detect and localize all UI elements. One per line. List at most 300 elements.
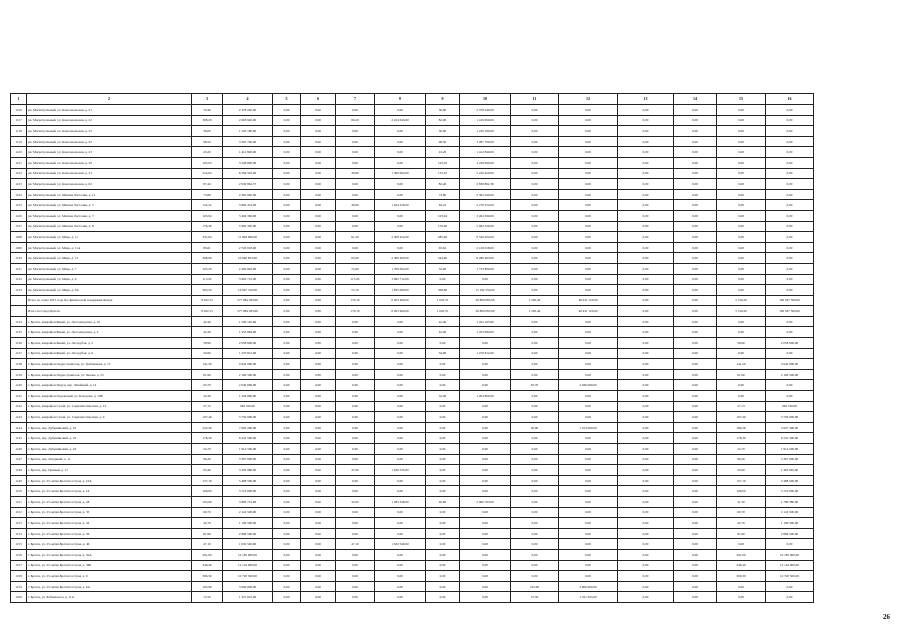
- value-cell: 0,00: [460, 454, 511, 465]
- value-cell: 0,00: [618, 179, 674, 190]
- value-cell: 0,00: [766, 232, 814, 243]
- value-cell: 0,00: [511, 147, 559, 158]
- value-cell: 0,00: [674, 295, 717, 306]
- value-cell: 0,00: [511, 221, 559, 232]
- value-cell: 0,00: [426, 359, 460, 370]
- table-row: [11, 274, 814, 285]
- value-cell: 5 498 500,00: [223, 475, 273, 486]
- value-cell: 170,10: [336, 306, 375, 317]
- value-cell: 0,00: [460, 539, 511, 550]
- value-cell: 12 124 000,00: [766, 560, 814, 571]
- value-cell: 36,00: [426, 105, 460, 116]
- row-number-cell: 1154: [11, 528, 27, 539]
- value-cell: 0,00: [559, 444, 618, 455]
- value-cell: 0,00: [618, 327, 674, 338]
- value-cell: 0,00: [674, 507, 717, 518]
- value-cell: 0,00: [717, 285, 766, 296]
- value-cell: 0,00: [559, 549, 618, 560]
- value-cell: 1 632 540,00: [375, 539, 426, 550]
- value-cell: 0,00: [273, 592, 301, 603]
- value-cell: 0,00: [301, 465, 336, 476]
- value-cell: 0,00: [460, 560, 511, 571]
- value-cell: 0,00: [674, 369, 717, 380]
- value-cell: 0,00: [766, 348, 814, 359]
- row-number-cell: 1119: [11, 136, 27, 147]
- table-row: [11, 115, 814, 126]
- value-cell: 0,00: [460, 401, 511, 412]
- value-cell: 5 962 320,00: [460, 221, 511, 232]
- value-cell: 0,00: [766, 391, 814, 402]
- address-cell: рп. Магистральный, ул. Комсомольская, д. 22: [27, 115, 192, 126]
- value-cell: 0,00: [618, 232, 674, 243]
- value-cell: 60,70: [717, 507, 766, 518]
- address-cell: г. Братск, ул. Бабаевского, д. 11А: [27, 592, 192, 603]
- value-cell: 0,00: [336, 560, 375, 571]
- table-row: [11, 285, 814, 296]
- row-number-cell: 1127: [11, 221, 27, 232]
- table-row: [11, 126, 814, 137]
- value-cell: 0,00: [674, 210, 717, 221]
- table-row: [11, 369, 814, 380]
- table-row: [11, 200, 814, 211]
- value-cell: 0,00: [618, 486, 674, 497]
- value-cell: 0,00: [336, 157, 375, 168]
- value-cell: 0,00: [273, 581, 301, 592]
- value-cell: 0,00: [460, 412, 511, 423]
- value-cell: 2 866 500,00: [223, 528, 273, 539]
- value-cell: 0,00: [559, 126, 618, 137]
- value-cell: 6 203 460,00: [375, 295, 426, 306]
- row-number-cell: 1143: [11, 412, 27, 423]
- value-cell: 0,00: [301, 401, 336, 412]
- table-row: [11, 232, 814, 243]
- value-cell: 0,00: [559, 105, 618, 116]
- value-cell: 0,00: [766, 168, 814, 179]
- value-cell: 0,00: [766, 221, 814, 232]
- value-cell: 0,00: [674, 486, 717, 497]
- column-header: 5: [273, 94, 301, 105]
- row-number-cell: 1126: [11, 105, 27, 116]
- table-row: [11, 454, 814, 465]
- value-cell: 0,00: [618, 316, 674, 327]
- value-cell: 0,00: [336, 359, 375, 370]
- value-cell: 0,00: [336, 136, 375, 147]
- value-cell: 0,00: [618, 274, 674, 285]
- value-cell: 0,00: [618, 401, 674, 412]
- table-row: [11, 295, 814, 306]
- value-cell: 170,10: [336, 295, 375, 306]
- row-number-cell: 1133: [11, 285, 27, 296]
- value-cell: 1 835 060,00: [375, 285, 426, 296]
- value-cell: 0,00: [717, 221, 766, 232]
- row-number-cell: 1121: [11, 157, 27, 168]
- value-cell: 0,00: [273, 412, 301, 423]
- table-row: [11, 338, 814, 349]
- row-number-cell: 1138: [11, 359, 27, 370]
- value-cell: 0,00: [559, 401, 618, 412]
- table-row: [11, 147, 814, 158]
- value-cell: 0,00: [273, 221, 301, 232]
- value-cell: 0,00: [559, 486, 618, 497]
- value-cell: 115,20: [336, 274, 375, 285]
- value-cell: 42,70: [192, 518, 223, 529]
- value-cell: 15 182 250,00: [460, 285, 511, 296]
- address-cell: г. Братск, жилрайон Гидростроитель, ул. Гребешкова, д. 15: [27, 359, 192, 370]
- value-cell: 0,00: [559, 136, 618, 147]
- table-row: [11, 210, 814, 221]
- value-cell: 0,00: [273, 338, 301, 349]
- value-cell: 0,00: [511, 348, 559, 359]
- value-cell: 0,00: [559, 465, 618, 476]
- value-cell: 3 710 000,00: [223, 486, 273, 497]
- value-cell: 1 500 165,60: [223, 316, 273, 327]
- table-row: [11, 581, 814, 592]
- value-cell: 0,00: [674, 316, 717, 327]
- value-cell: 0,00: [674, 518, 717, 529]
- value-cell: 0,00: [273, 274, 301, 285]
- value-cell: 0,00: [618, 422, 674, 433]
- row-number-cell: 1156: [11, 549, 27, 560]
- value-cell: 96,20: [717, 454, 766, 465]
- address-cell: рп. Магистральный, ул. Комсомольская, д. 23: [27, 168, 192, 179]
- value-cell: 10 185 000,00: [766, 549, 814, 560]
- value-cell: 0,00: [674, 539, 717, 550]
- value-cell: 0,00: [511, 338, 559, 349]
- row-number-cell: 1136: [11, 338, 27, 349]
- address-cell: г. Братск, ул. 25-летия Братскгэсстроя, д. 6А: [27, 581, 192, 592]
- value-cell: 0,00: [375, 221, 426, 232]
- value-cell: 10 720 500,00: [223, 571, 273, 582]
- value-cell: 73,80: [426, 189, 460, 200]
- value-cell: 105,20: [192, 263, 223, 274]
- value-cell: 0,00: [674, 465, 717, 476]
- value-cell: 1 789 380,00: [766, 496, 814, 507]
- value-cell: 0,00: [618, 369, 674, 380]
- value-cell: 222,40: [192, 422, 223, 433]
- value-cell: 0,00: [717, 391, 766, 402]
- value-cell: 0,00: [301, 274, 336, 285]
- value-cell: 186,28: [717, 422, 766, 433]
- table-row: [11, 560, 814, 571]
- column-header: 7: [336, 94, 375, 105]
- value-cell: 2 308 452,00: [375, 232, 426, 243]
- value-cell: 0,00: [336, 518, 375, 529]
- value-cell: 0,00: [618, 295, 674, 306]
- value-cell: 0,00: [618, 285, 674, 296]
- value-cell: 0,00: [766, 274, 814, 285]
- value-cell: 0,00: [717, 115, 766, 126]
- address-cell: г. Братск, жилрайон Порожский, ул. Кочурова, д. 14В: [27, 391, 192, 402]
- value-cell: 45,00: [717, 465, 766, 476]
- table-row: [11, 433, 814, 444]
- value-cell: 0,00: [301, 189, 336, 200]
- row-number-cell: 1160: [11, 592, 27, 603]
- value-cell: 0,00: [426, 486, 460, 497]
- housing-resettlement-table: [10, 93, 814, 603]
- value-cell: 0,00: [375, 475, 426, 486]
- value-cell: 0,00: [511, 263, 559, 274]
- value-cell: 0,00: [460, 274, 511, 285]
- value-cell: 1 723 800,00: [460, 263, 511, 274]
- value-cell: 0,00: [511, 105, 559, 116]
- value-cell: 0,00: [273, 391, 301, 402]
- address-cell: рп. Магистральный, ул. Комсомольская, д. 62: [27, 179, 192, 190]
- value-cell: 0,00: [717, 380, 766, 391]
- value-cell: 1 412 840,00: [223, 147, 273, 158]
- value-cell: 7 663 200,00: [223, 422, 273, 433]
- value-cell: 0,00: [511, 465, 559, 476]
- column-header: 14: [674, 94, 717, 105]
- value-cell: 0,00: [618, 210, 674, 221]
- table-row: [11, 179, 814, 190]
- value-cell: 563,50: [192, 285, 223, 296]
- value-cell: 0,00: [511, 560, 559, 571]
- value-cell: 0,00: [460, 486, 511, 497]
- value-cell: 0,00: [273, 232, 301, 243]
- value-cell: 0,00: [426, 444, 460, 455]
- value-cell: 0,00: [375, 391, 426, 402]
- value-cell: 0,00: [301, 571, 336, 582]
- value-cell: 949 550,00: [223, 401, 273, 412]
- row-number-cell: [11, 306, 27, 317]
- value-cell: 0,00: [375, 422, 426, 433]
- value-cell: 0,00: [273, 348, 301, 359]
- address-cell: г. Братск, ул. 25-летия Братскгэсстроя, д. 56Б: [27, 560, 192, 571]
- value-cell: 0,00: [273, 549, 301, 560]
- value-cell: 0,00: [375, 571, 426, 582]
- value-cell: 0,00: [511, 232, 559, 243]
- value-cell: 0,00: [618, 136, 674, 147]
- address-cell: рп. Магистральный, ул. Комсомольская, д. 23: [27, 147, 192, 158]
- value-cell: 32,40: [192, 391, 223, 402]
- value-cell: 0,00: [336, 126, 375, 137]
- value-cell: 106,00: [717, 486, 766, 497]
- address-cell: Итого по Город Братск: [27, 306, 192, 317]
- value-cell: 43,20: [426, 147, 460, 158]
- value-cell: 3 367 000,00: [766, 454, 814, 465]
- value-cell: 0,00: [301, 412, 336, 423]
- value-cell: 0,00: [336, 179, 375, 190]
- address-cell: рп. Магистральный, ул. Комсомольская, д. 21: [27, 105, 192, 116]
- table-row: [11, 136, 814, 147]
- value-cell: 0,00: [766, 242, 814, 253]
- value-cell: 64,22: [426, 200, 460, 211]
- value-cell: 0,00: [511, 518, 559, 529]
- value-cell: 48 431 120,00: [559, 306, 618, 317]
- value-cell: 0,00: [618, 560, 674, 571]
- value-cell: 2 058 600,00: [223, 338, 273, 349]
- value-cell: 3 710 000,00: [766, 486, 814, 497]
- value-cell: 176,40: [192, 221, 223, 232]
- value-cell: 0,00: [301, 327, 336, 338]
- value-cell: 98,50: [426, 136, 460, 147]
- header-row: [11, 94, 814, 105]
- table-row: [11, 549, 814, 560]
- value-cell: 93,40: [192, 465, 223, 476]
- table-row: [11, 475, 814, 486]
- value-cell: 0,00: [674, 168, 717, 179]
- value-cell: 0,00: [511, 274, 559, 285]
- value-cell: 107,40: [192, 412, 223, 423]
- value-cell: 0,00: [674, 126, 717, 137]
- value-cell: 0,00: [301, 359, 336, 370]
- value-cell: 65,00: [336, 253, 375, 264]
- value-cell: 2 040 060,00: [223, 380, 273, 391]
- value-cell: 0,00: [273, 560, 301, 571]
- value-cell: 0,00: [375, 507, 426, 518]
- value-cell: 0,00: [618, 242, 674, 253]
- value-cell: 5 316,20: [717, 306, 766, 317]
- value-cell: 291,00: [717, 549, 766, 560]
- value-cell: 0,00: [511, 242, 559, 253]
- value-cell: 0,00: [766, 179, 814, 190]
- value-cell: 0,00: [460, 369, 511, 380]
- value-cell: 0,00: [618, 359, 674, 370]
- row-number-cell: 1123: [11, 179, 27, 190]
- row-number-cell: 1120: [11, 147, 27, 158]
- value-cell: 0,00: [460, 592, 511, 603]
- column-header: 15: [717, 94, 766, 105]
- value-cell: 0,00: [674, 571, 717, 582]
- value-cell: 308,20: [192, 115, 223, 126]
- value-cell: 6 203 460,00: [375, 306, 426, 317]
- value-cell: 0,00: [559, 560, 618, 571]
- value-cell: 0,00: [674, 253, 717, 264]
- row-number-cell: 1153: [11, 518, 27, 529]
- value-cell: 3 962 712,00: [223, 274, 273, 285]
- value-cell: 0,00: [336, 444, 375, 455]
- address-cell: г. Братск, жилрайон Бикей, ул. Лесорубов, д. 5: [27, 338, 192, 349]
- document-page: [10, 93, 814, 603]
- value-cell: 0,00: [618, 581, 674, 592]
- value-cell: 0,00: [375, 528, 426, 539]
- value-cell: 0,00: [336, 316, 375, 327]
- value-cell: 0,00: [301, 253, 336, 264]
- value-cell: 0,00: [273, 380, 301, 391]
- value-cell: 0,00: [674, 274, 717, 285]
- value-cell: 0,00: [273, 518, 301, 529]
- value-cell: 0,00: [301, 486, 336, 497]
- value-cell: 0,00: [273, 539, 301, 550]
- value-cell: 0,00: [273, 327, 301, 338]
- value-cell: 83,61: [192, 242, 223, 253]
- value-cell: 0,00: [618, 115, 674, 126]
- value-cell: 66,20: [336, 115, 375, 126]
- address-cell: г. Братск, ул. 25-летия Братскгэсстроя, д. 32: [27, 518, 192, 529]
- value-cell: 4 942 000,00: [223, 359, 273, 370]
- value-cell: 0,00: [273, 486, 301, 497]
- value-cell: 54,70: [717, 444, 766, 455]
- value-cell: 0,00: [717, 210, 766, 221]
- value-cell: 0,00: [460, 444, 511, 455]
- table-row: [11, 189, 814, 200]
- value-cell: 1 199 500,00: [766, 518, 814, 529]
- value-cell: 0,00: [674, 528, 717, 539]
- value-cell: 0,00: [618, 475, 674, 486]
- value-cell: 47,90: [336, 465, 375, 476]
- value-cell: 0,00: [618, 444, 674, 455]
- value-cell: 0,00: [273, 496, 301, 507]
- value-cell: 0,00: [559, 168, 618, 179]
- address-cell: рп. Магистральный, ул. Мира, д. 7: [27, 263, 192, 274]
- value-cell: 0,00: [375, 136, 426, 147]
- value-cell: 0,00: [460, 581, 511, 592]
- value-cell: 0,00: [375, 359, 426, 370]
- value-cell: 0,00: [511, 391, 559, 402]
- table-row: [11, 401, 814, 412]
- column-header: 2: [27, 94, 192, 105]
- value-cell: 0,00: [301, 518, 336, 529]
- value-cell: 0,00: [426, 581, 460, 592]
- value-cell: 1 204 860,00: [460, 391, 511, 402]
- table-row: [11, 444, 814, 455]
- value-cell: 0,00: [336, 210, 375, 221]
- value-cell: 0,00: [336, 242, 375, 253]
- value-cell: 1 321 625,00: [223, 592, 273, 603]
- value-cell: 1 452 165,60: [460, 316, 511, 327]
- row-number-cell: 1146: [11, 444, 27, 455]
- value-cell: 0,00: [674, 592, 717, 603]
- value-cell: 0,00: [511, 507, 559, 518]
- value-cell: 105,90: [192, 581, 223, 592]
- row-number-cell: 1142: [11, 401, 27, 412]
- value-cell: 0,00: [559, 274, 618, 285]
- value-cell: 36 860 083,66: [460, 295, 511, 306]
- value-cell: 0,00: [273, 507, 301, 518]
- value-cell: 103,94: [426, 210, 460, 221]
- value-cell: 0,00: [273, 444, 301, 455]
- value-cell: 1 265,40: [511, 295, 559, 306]
- value-cell: 0,00: [717, 592, 766, 603]
- value-cell: 1 254 000,00: [559, 422, 618, 433]
- value-cell: 0,00: [559, 285, 618, 296]
- value-cell: 0,00: [674, 422, 717, 433]
- value-cell: 0,00: [717, 539, 766, 550]
- row-number-cell: 1126: [11, 210, 27, 221]
- value-cell: 27,13: [192, 401, 223, 412]
- value-cell: 306,30: [192, 571, 223, 582]
- value-cell: 0,00: [301, 105, 336, 116]
- value-cell: 0,00: [301, 242, 336, 253]
- value-cell: 0,00: [375, 401, 426, 412]
- value-cell: 0,00: [766, 189, 814, 200]
- value-cell: 0,00: [618, 412, 674, 423]
- value-cell: 0,00: [674, 454, 717, 465]
- value-cell: 32,40: [426, 391, 460, 402]
- value-cell: 157,10: [192, 475, 223, 486]
- value-cell: 61,90: [192, 369, 223, 380]
- value-cell: 0,00: [511, 115, 559, 126]
- value-cell: 0,00: [618, 168, 674, 179]
- value-cell: 1 632 540,00: [223, 539, 273, 550]
- value-cell: 291,00: [192, 549, 223, 560]
- value-cell: 0,00: [766, 285, 814, 296]
- value-cell: 0,00: [460, 475, 511, 486]
- value-cell: 0,00: [273, 433, 301, 444]
- value-cell: 58,90: [717, 338, 766, 349]
- value-cell: 0,00: [674, 306, 717, 317]
- value-cell: 42,40: [192, 316, 223, 327]
- value-cell: 2 040 060,00: [559, 380, 618, 391]
- value-cell: 0,00: [301, 232, 336, 243]
- table-row: [11, 391, 814, 402]
- value-cell: 72,50: [192, 592, 223, 603]
- value-cell: 0,00: [559, 263, 618, 274]
- value-cell: 2 224 643,00: [375, 115, 426, 126]
- value-cell: 122,22: [192, 200, 223, 211]
- value-cell: 1 204 860,00: [223, 391, 273, 402]
- value-cell: 0,00: [301, 285, 336, 296]
